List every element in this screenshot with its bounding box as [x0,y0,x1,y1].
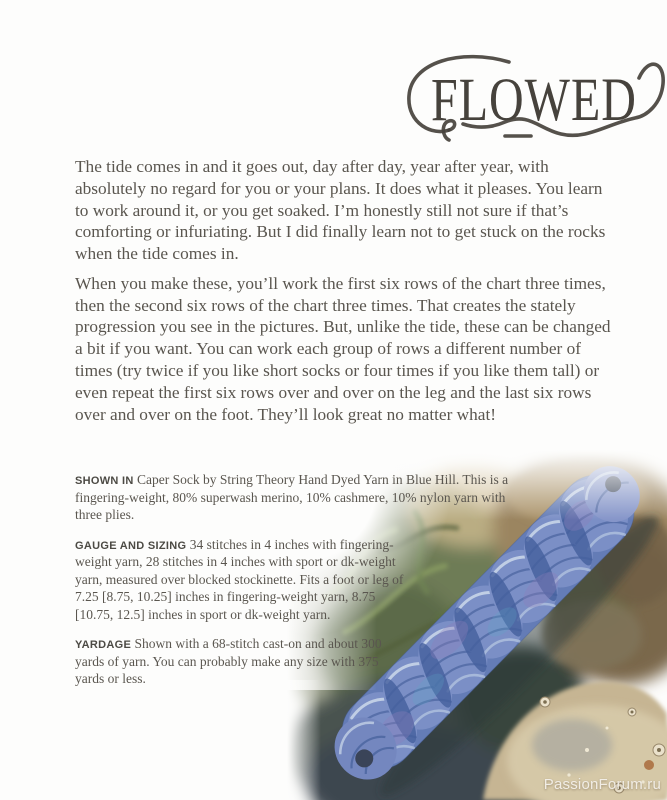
chapter-title [391,44,667,156]
spec-yardage-text: Shown with a 68-stitch cast-on and about 300 yards of yarn. You can probably make any size with 375 yards or less. [75,636,382,687]
spec-gauge-label: GAUGE AND SIZING [75,539,187,552]
spec-shown-in-text: Caper Sock by String Theory Hand Dyed Yarn in Blue Hill. This is a fingering-weight, 80% superwash merino, 10% cashmere, 10% nylon yarn with three plies. [75,472,509,523]
paragraph-tide: The tide comes in and it goes out, day after day, year after year, with absolutely no regard for you or your plans. It does what it pleases. You learn to work around it, or you get soaked. I’m honestly still not sure if that’s comforting or infuriating. But I did finally learn not to get stuck on the rocks when the tide comes in. [75,157,606,264]
chapter-title-lettering [391,44,667,156]
body-text [75,156,618,433]
spec-gauge-and-sizing [75,536,407,624]
watermark: PassionForum.ru [543,776,661,793]
chapter-title-text: FLOWED [431,65,637,134]
paragraph-instructions: When you make these, you’ll work the first six rows of the chart three times, then the second six rows of the chart three times. That creates the stately progression you see in the pictures. But, unlike the tide, these can be changed a bit if you want. You can work each group of rows a different number of times (try twice if you like short socks or four times if you like them tall) or even repeat the first six rows over and over on the leg and the last six rows over and over on the foot. They’ll look great no matter what! [75,273,611,424]
pattern-specs [75,471,533,700]
spec-gauge-text: 34 stitches in 4 inches with fingering-weight yarn, 28 stitches in 4 inches with sport or dk-weight yarn, measured over blocked stockinette. Fits a foot or leg of 7.25 [8.75, 10.25] inches in fingering-weight yarn, 8.75 [10.75, 12.5] inches in sport or dk-weight yarn. [75,536,404,622]
spec-shown-in [75,471,533,524]
spec-yardage [75,635,407,688]
spec-yardage-label: YARDAGE [75,639,132,652]
spec-shown-in-label: SHOWN IN [75,475,134,487]
